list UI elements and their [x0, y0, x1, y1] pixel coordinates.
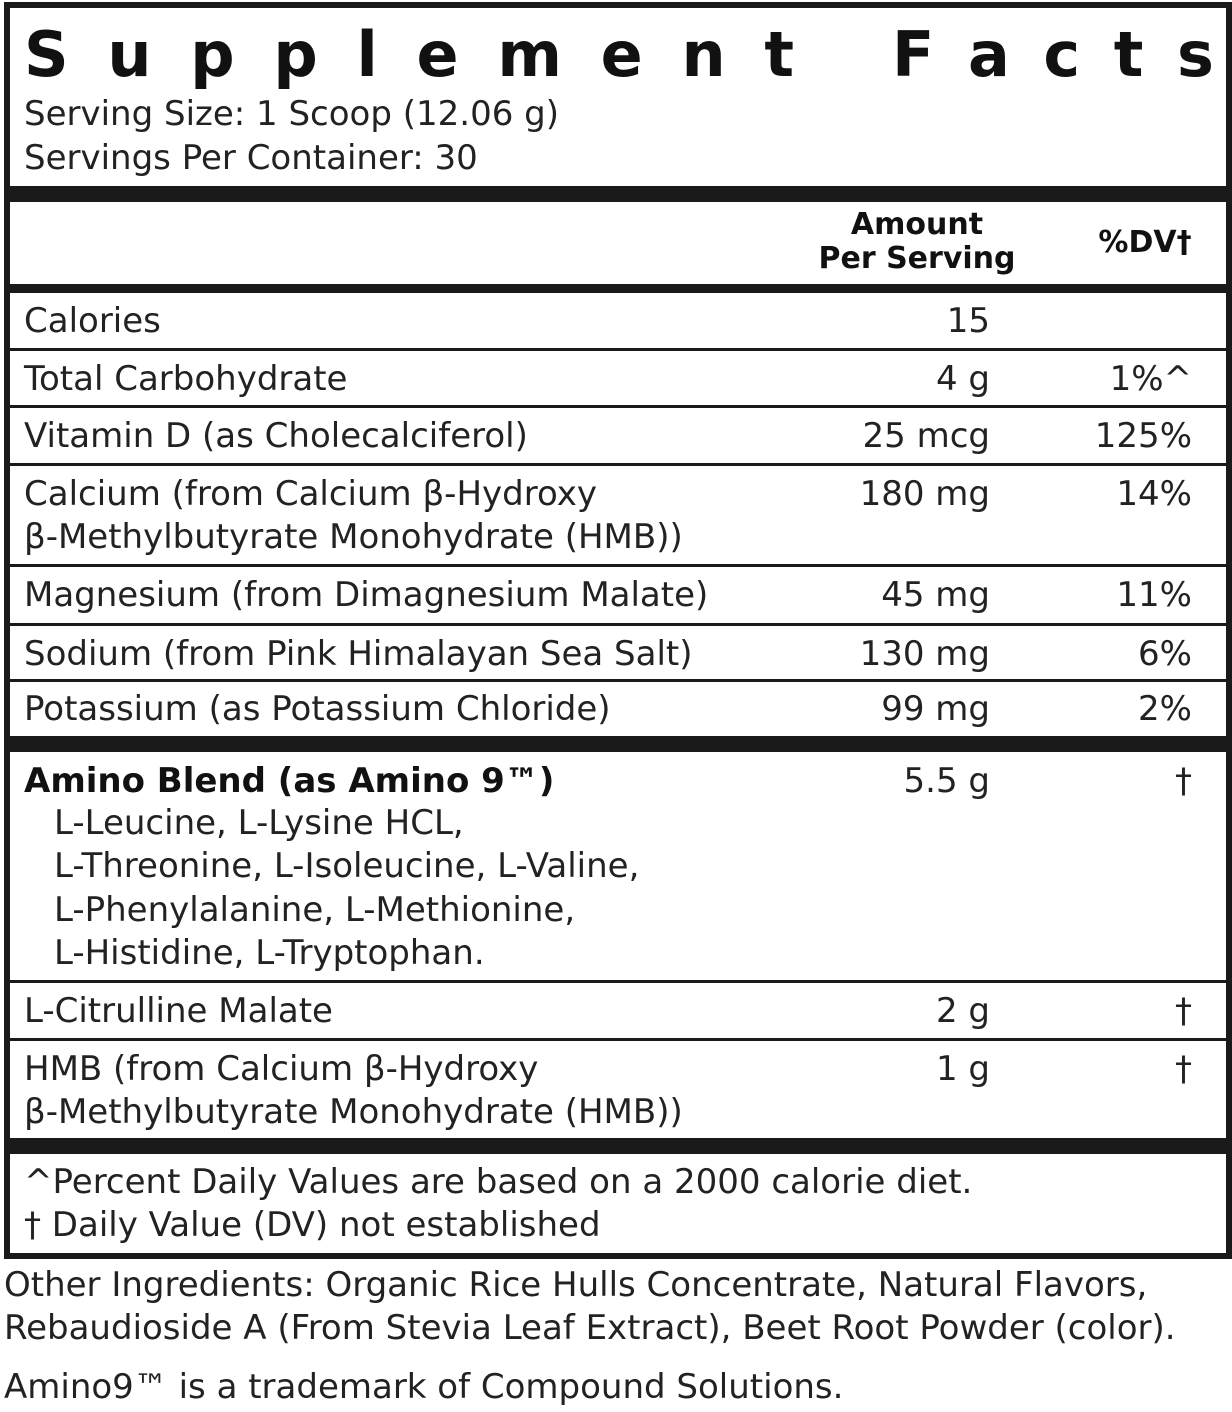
nutrient-amount: 180 mg [859, 474, 990, 514]
nutrient-name: Vitamin D (as Cholecalciferol) [24, 416, 528, 456]
nutrient-amount: 15 [946, 301, 990, 341]
title-letter: u [107, 18, 152, 91]
nutrient-dv: 14% [1116, 474, 1192, 514]
nutrient-dv: 2% [1138, 689, 1192, 729]
title-letter: t [1113, 18, 1144, 91]
footnote-percent-dv: ^Percent Daily Values are based on a 2000 calorie diet. [24, 1162, 973, 1202]
header-divider [10, 284, 1226, 293]
ingredient-name-line2: β-Methylbutyrate Monohydrate (HMB)) [24, 1092, 683, 1132]
nutrient-name: Potassium (as Potassium Chloride) [24, 689, 611, 729]
row-divider [10, 348, 1226, 351]
amount-header-line2: Per Serving [818, 241, 1016, 276]
row-divider [10, 564, 1226, 567]
title-letter: l [356, 18, 378, 91]
dv-header: %DV† [1098, 225, 1192, 260]
other-ingredients-line1: Other Ingredients: Organic Rice Hulls Concentrate, Natural Flavors, [4, 1265, 1148, 1305]
blend-dv: † [1175, 761, 1192, 801]
thick-divider [10, 1138, 1226, 1154]
amount-per-serving-header [810, 208, 1024, 276]
serving-size: Serving Size: 1 Scoop (12.06 g) [24, 94, 560, 134]
thick-divider [10, 186, 1226, 202]
title-letter: e [416, 18, 459, 91]
title-letter: p [273, 18, 318, 91]
title-letter: S [24, 18, 69, 91]
footnote-dv-not-established: † Daily Value (DV) not established [24, 1205, 601, 1245]
blend-amount: 5.5 g [903, 761, 990, 801]
ingredient-name: L-Citrulline Malate [24, 991, 333, 1031]
title-letter: s [1177, 18, 1214, 91]
row-divider [10, 980, 1226, 983]
blend-ingredient-line: L-Threonine, L-Isoleucine, L-Valine, [54, 846, 640, 886]
nutrient-name-line1: Calcium (from Calcium β-Hydroxy [24, 474, 597, 514]
ingredient-dv: † [1175, 991, 1192, 1031]
title-letter: e [600, 18, 643, 91]
other-ingredients-line2: Rebaudioside A (From Stevia Leaf Extract), Beet Root Powder (color). [4, 1308, 1176, 1348]
row-divider [10, 463, 1226, 466]
nutrient-dv: 125% [1094, 416, 1192, 456]
blend-ingredient-line: L-Leucine, L-Lysine HCL, [54, 803, 464, 843]
nutrient-amount: 25 mcg [862, 416, 990, 456]
row-divider [10, 679, 1226, 682]
ingredient-amount: 1 g [935, 1049, 990, 1089]
blend-name: Amino Blend (as Amino 9™) [24, 761, 555, 801]
ingredient-name-line1: HMB (from Calcium β-Hydroxy [24, 1049, 539, 1089]
nutrient-amount: 99 mg [881, 689, 990, 729]
panel-title [24, 16, 1214, 94]
title-letter: m [497, 18, 562, 91]
nutrient-dv: 6% [1138, 634, 1192, 674]
nutrient-name: Calories [24, 301, 161, 341]
nutrient-name: Total Carbohydrate [24, 359, 348, 399]
servings-per-container: Servings Per Container: 30 [24, 138, 478, 178]
nutrient-amount: 4 g [935, 359, 990, 399]
title-word-facts [892, 16, 1214, 94]
thick-divider [10, 736, 1226, 752]
amount-header-line1: Amount [850, 207, 984, 242]
title-letter: p [190, 18, 235, 91]
title-letter: n [681, 18, 726, 91]
title-letter: F [892, 18, 935, 91]
nutrient-name: Sodium (from Pink Himalayan Sea Salt) [24, 634, 693, 674]
nutrient-name: Magnesium (from Dimagnesium Malate) [24, 575, 709, 615]
title-word-supplement [24, 16, 794, 94]
supplement-facts-panel [4, 2, 1232, 1259]
ingredient-amount: 2 g [935, 991, 990, 1031]
nutrient-amount: 130 mg [859, 634, 990, 674]
trademark-notice: Amino9™ is a trademark of Compound Solutions. [4, 1367, 844, 1407]
row-divider [10, 1038, 1226, 1041]
row-divider [10, 405, 1226, 408]
nutrient-amount: 45 mg [881, 575, 990, 615]
title-letter: a [967, 18, 1010, 91]
row-divider [10, 623, 1226, 626]
nutrient-dv: 11% [1116, 575, 1192, 615]
title-letter: t [764, 18, 794, 91]
nutrient-name-line2: β-Methylbutyrate Monohydrate (HMB)) [24, 517, 683, 557]
blend-ingredient-line: L-Histidine, L-Tryptophan. [54, 933, 485, 973]
blend-ingredient-line: L-Phenylalanine, L-Methionine, [54, 890, 576, 930]
title-letter: c [1043, 18, 1081, 91]
ingredient-dv: † [1175, 1049, 1192, 1089]
nutrient-dv: 1%^ [1109, 359, 1192, 399]
